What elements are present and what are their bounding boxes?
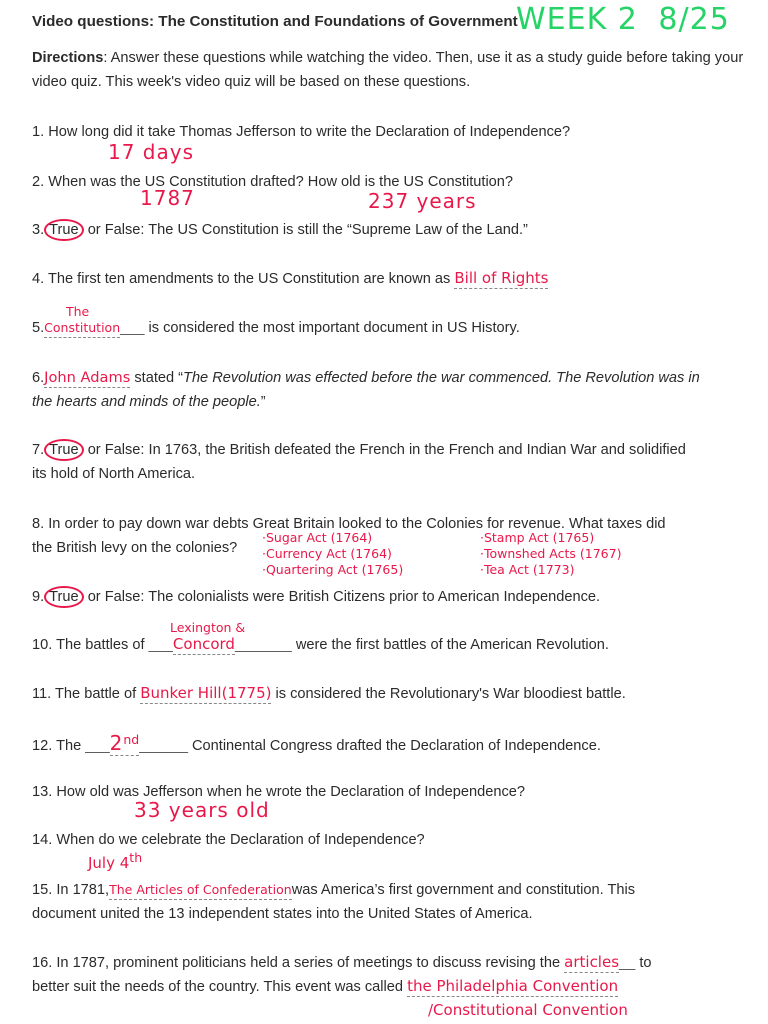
- answer-15: The Articles of Confederation: [109, 882, 292, 897]
- question-10-text-pre: 10. The battles of: [32, 637, 149, 653]
- true-circled: True: [44, 586, 83, 608]
- answer-14-text: July 4: [88, 854, 130, 872]
- answer-4: Bill of Rights: [454, 269, 549, 287]
- answer-10-top: Lexington &: [170, 620, 246, 635]
- question-6: [32, 366, 744, 414]
- question-11-text: is considered the Revolutionary's War bloodiest battle.: [271, 686, 626, 702]
- answer-8-item: ·Quartering Act (1765): [262, 562, 404, 577]
- question-11-text-pre: 11. The battle of: [32, 686, 141, 702]
- question-6-text: stated “: [130, 370, 184, 386]
- question-6-quote-2: the hearts and minds of the people.: [32, 394, 261, 410]
- answer-5: Constitution: [44, 320, 121, 335]
- question-4: [32, 267, 744, 291]
- question-11: [32, 682, 744, 706]
- answer-8-right: [480, 530, 621, 578]
- question-16-text-2: better suit the needs of the country. This event was called: [32, 979, 408, 995]
- question-5: [32, 316, 744, 340]
- answer-14: [88, 846, 142, 875]
- question-5-text: is considered the most important document in US History.: [144, 320, 520, 336]
- question-15-text-2: document united the 13 independent states into the United States of America.: [32, 906, 533, 922]
- question-15-text: was America’s first government and constitution. This: [291, 882, 636, 898]
- question-10-text: were the first battles of the American Revolution.: [291, 637, 609, 653]
- question-13-text: 13. How old was Jefferson when he wrote the Declaration of Independence?: [32, 784, 525, 800]
- directions: [32, 46, 744, 94]
- answer-16b: the Philadelphia Convention: [407, 977, 619, 995]
- answer-2a: 1787: [140, 186, 195, 210]
- question-7-text: or False: In 1763, the British defeated the French in the French and Indian War and solidified: [83, 442, 686, 458]
- answer-13: 33 years old: [134, 798, 270, 822]
- question-12-blank: ___: [85, 737, 110, 754]
- question-5-num: 5.: [32, 320, 45, 336]
- answer-12: 2: [109, 730, 124, 755]
- question-12: [32, 731, 744, 758]
- question-6-quote: The Revolution was effected before the war commenced. The Revolution was in: [183, 370, 700, 386]
- question-1-text: 1. How long did it take Thomas Jefferson to write the Declaration of Independence?: [32, 124, 571, 140]
- date-label: 8/25: [658, 2, 730, 37]
- question-8-text: 8. In order to pay down war debts Great Britain looked to the Colonies for revenue. What taxes did: [32, 516, 666, 532]
- question-16-text: 16. In 1787, prominent politicians held a series of meetings to discuss revising the: [32, 955, 565, 971]
- answer-8-item: ·Stamp Act (1765): [480, 530, 595, 545]
- question-4-text: 4. The first ten amendments to the US Constitution are known as: [32, 271, 455, 287]
- answer-14-sup: th: [129, 850, 143, 865]
- question-3-num: 3.: [32, 222, 45, 238]
- answer-5-top: The: [66, 304, 90, 319]
- answer-2b: 237 years: [368, 189, 477, 213]
- question-7-text-2: its hold of North America.: [32, 466, 196, 482]
- answer-16c: /Constitutional Convention: [428, 1001, 628, 1019]
- answer-12-sup: nd: [123, 732, 140, 747]
- question-7-num: 7.: [32, 442, 45, 458]
- question-12-text: Continental Congress drafted the Declaration of Independence.: [187, 737, 601, 754]
- true-circled: True: [44, 219, 83, 241]
- question-6-num: 6.: [32, 370, 45, 386]
- question-6-end: ”: [260, 394, 266, 410]
- answer-8-item: ·Sugar Act (1764): [262, 530, 373, 545]
- question-12-blank: ______: [139, 737, 188, 754]
- directions-text: : Answer these questions while watching the video. Then, use it as a study guide before taking your video quiz. This week's video quiz will be based on these questions.: [32, 50, 744, 90]
- question-16: [32, 951, 744, 999]
- question-9: [32, 585, 744, 609]
- answer-6: John Adams: [44, 369, 131, 386]
- question-15: [32, 878, 744, 926]
- question-15-text-pre: 15. In 1781,: [32, 882, 110, 898]
- week-note: [516, 0, 730, 40]
- question-14-text: 14. When do we celebrate the Declaration of Independence?: [32, 832, 425, 848]
- answer-16: articles: [564, 953, 620, 971]
- question-10-blank: _______: [234, 637, 292, 653]
- answer-8-item: ·Currency Act (1764): [262, 546, 392, 561]
- week-label: WEEK 2: [516, 2, 638, 37]
- question-9-text: or False: The colonialists were British Citizens prior to American Independence.: [83, 589, 601, 605]
- question-5-blank: ___: [120, 320, 145, 336]
- question-16-blank: __: [619, 955, 636, 971]
- answer-8-left: [262, 530, 403, 578]
- question-3: [32, 218, 744, 242]
- answer-10: Concord: [172, 635, 235, 653]
- question-8-text-2: the British levy on the colonies?: [32, 540, 238, 556]
- answer-8-item: ·Tea Act (1773): [480, 562, 575, 577]
- question-16-text-post: to: [635, 955, 652, 971]
- question-12-text-pre: 12. The: [32, 737, 86, 754]
- question-2-text: 2. When was the US Constitution drafted? How old is the US Constitution?: [32, 174, 514, 190]
- directions-label: Directions: [32, 50, 104, 66]
- answer-11: Bunker Hill(1775): [140, 684, 272, 702]
- answer-1: 17 days: [108, 140, 195, 164]
- question-9-num: 9.: [32, 589, 45, 605]
- page-title: Video questions: The Constitution and Foundations of Government: [32, 13, 518, 30]
- question-10: [32, 633, 744, 657]
- question-3-text: or False: The US Constitution is still the “Supreme Law of the Land.”: [83, 222, 528, 238]
- question-10-blank: ___: [148, 637, 173, 653]
- question-7: [32, 438, 744, 486]
- true-circled: True: [44, 439, 83, 461]
- answer-8-item: ·Townshed Acts (1767): [480, 546, 622, 561]
